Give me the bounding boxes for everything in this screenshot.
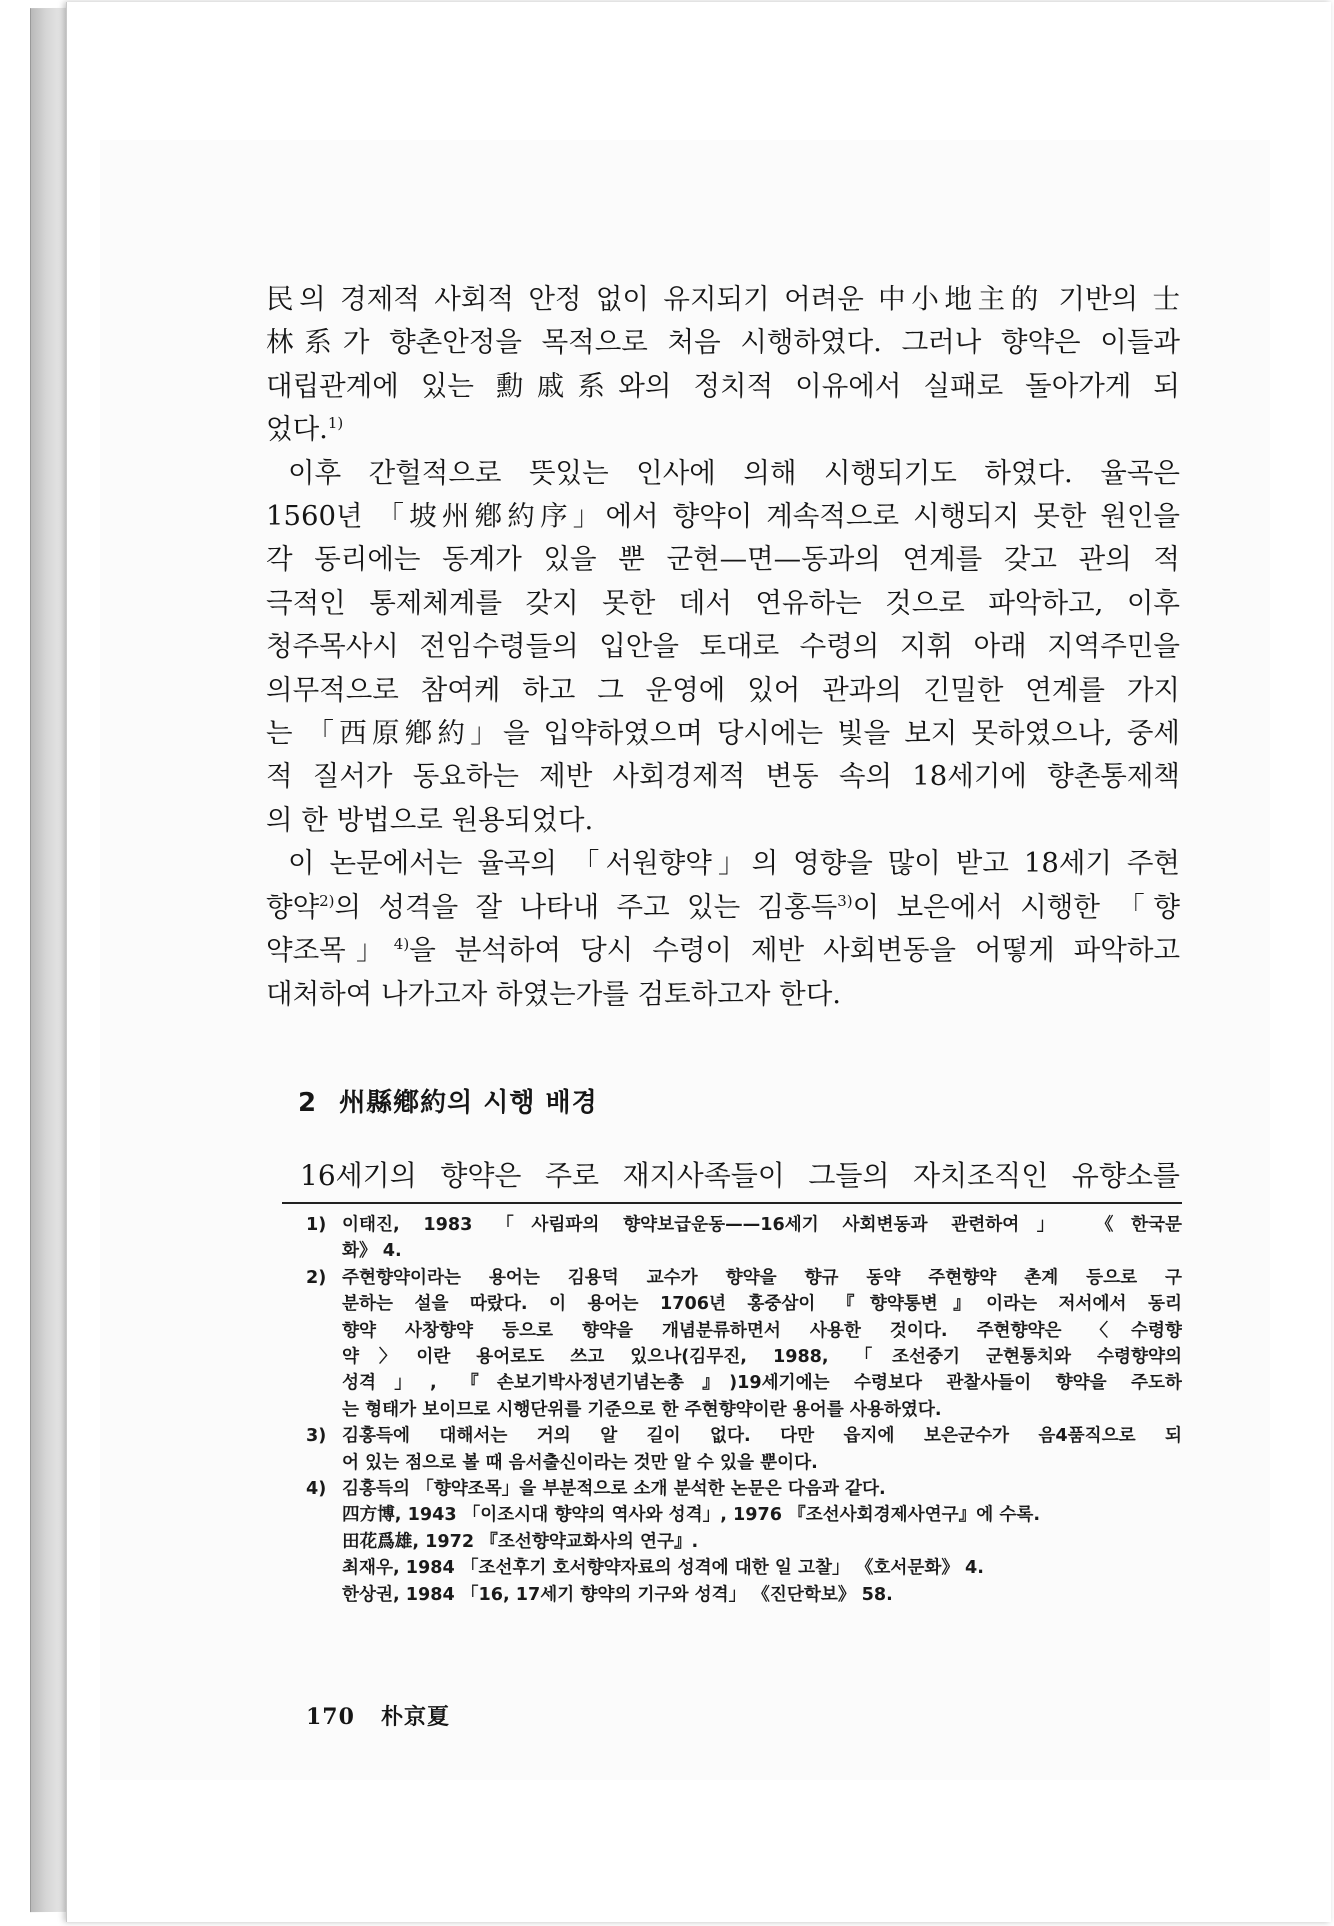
footnote-line: 성격」, 『손보기박사정년기념논총』)19세기에는 수령보다 관찰사들이 향약을 주도하 — [342, 1373, 1182, 1394]
footnotes — [306, 1212, 1182, 1608]
footnote-ref: 1) — [327, 414, 344, 433]
body-line: 의 한 방법으로 원용되었다. — [266, 803, 594, 836]
section-number: 2 — [298, 1088, 318, 1118]
footnote-number: 2) — [306, 1267, 327, 1288]
footnote — [306, 1423, 1182, 1476]
footnote-ref: 4) — [393, 934, 410, 953]
footnote-line: 四方博, 1943 「이조시대 향약의 역사와 성격」, 1976 『조선사회경제사연구』에 수록. — [342, 1505, 1041, 1526]
body-text — [266, 278, 1180, 1016]
running-author: 朴京夏 — [380, 1704, 450, 1730]
footnote-line: 주현향약이라는 용어는 김용덕 교수가 향약을 향규 동약 주현향약 촌계 등으로 구 — [342, 1267, 1182, 1288]
footnote-line: 약〉이란 용어로도 쓰고 있으나(김무진, 1988, 「조선중기 군현통치와 수령향약의 — [342, 1347, 1182, 1368]
body-line — [266, 408, 1180, 451]
footnote-line: 는 형태가 보이므로 시행단위를 기준으로 한 주현향약이란 용어를 사용하였다. — [342, 1399, 942, 1420]
footnote-line: 이태진, 1983 「사림파의 향약보급운동——16세기 사회변동과 관련하여」 《한국문 — [342, 1215, 1182, 1235]
footnote — [306, 1476, 1182, 1608]
body-line: 의무적으로 참여케 하고 그 운영에 있어 관과의 긴밀한 연계를 가지 — [266, 673, 1180, 706]
body-line: 적 질서가 동요하는 제반 사회경제적 변동 속의 18세기에 향촌통제책 — [266, 760, 1180, 793]
body-line: 이후 간헐적으로 뜻있는 인사에 의해 시행되기도 하였다. 율곡은 — [288, 456, 1180, 489]
page-footer — [306, 1700, 450, 1731]
body-line: 극적인 통제체계를 갖지 못한 데서 연유하는 것으로 파악하고, 이후 — [266, 586, 1180, 619]
body-line — [266, 929, 1180, 972]
body-line-text: 이 보은에서 시행한 「향 — [852, 890, 1180, 923]
footnote-number: 4) — [306, 1479, 327, 1500]
body-line: 民의 경제적 사회적 안정 없이 유지되기 어려운 中小地主的 기반의 士 — [266, 283, 1180, 315]
footnote-line: 김홍득의 「향약조목」을 부분적으로 소개 분석한 논문은 다음과 같다. — [342, 1479, 886, 1500]
body-line-text: 향약 — [266, 890, 320, 923]
section-title: 州縣鄕約의 시행 배경 — [339, 1088, 598, 1118]
book-spine — [30, 8, 69, 1912]
footnote-line: 田花爲雄, 1972 『조선향약교화사의 연구』. — [342, 1531, 699, 1552]
footnote-ref: 3) — [837, 891, 853, 910]
body-line-text: 었다. — [266, 413, 328, 446]
footnote-line: 분하는 설을 따랐다. 이 용어는 1706년 홍중삼이 『향약통변』이라는 저서에서 동리 — [342, 1294, 1182, 1315]
body-line: 대립관계에 있는 勳戚系와의 정치적 이유에서 실패로 돌아가게 되 — [266, 369, 1180, 402]
body-line-text: 을 분석하여 당시 수령이 제반 사회변동을 어떻게 파악하고 — [409, 934, 1180, 967]
body-line: 각 동리에는 동계가 있을 뿐 군현—면—동과의 연계를 갖고 관의 적 — [266, 543, 1180, 576]
body-line: 林系가 향촌안정을 목적으로 처음 시행하였다. 그러나 향약은 이들과 — [266, 326, 1180, 359]
body-line-text: 의 성격을 잘 나타내 주고 있는 김홍득 — [334, 890, 838, 923]
body-line: 이 논문에서는 율곡의 「서원향약」의 영향을 많이 받고 18세기 주현 — [288, 847, 1180, 880]
footnote — [306, 1265, 1182, 1423]
footnote-line: 향약 사창향약 등으로 향약을 개념분류하면서 사용한 것이다. 주현향약은 〈수령향 — [342, 1320, 1182, 1341]
body-line: 1560년 「坡州鄕約序」에서 향약이 계속적으로 시행되지 못한 원인을 — [266, 500, 1180, 533]
page-number: 170 — [306, 1704, 355, 1730]
body-line-text: 약조목」 — [266, 934, 394, 967]
section-heading — [298, 1082, 1178, 1119]
body-line: 는 「西原鄕約」을 입약하였으며 당시에는 빛을 보지 못하였으나, 중세 — [266, 717, 1180, 750]
footnote-line: 어 있는 점으로 볼 때 음서출신이라는 것만 알 수 있을 뿐이다. — [342, 1452, 818, 1473]
body-line — [266, 886, 1180, 929]
body-line: 청주목사시 전임수령들의 입안을 토대로 수령의 지휘 아래 지역주민을 — [266, 630, 1180, 663]
footnote-line: 김홍득에 대해서는 거의 알 길이 없다. 다만 읍지에 보은군수가 음4품직으로 되 — [342, 1426, 1182, 1447]
footnote-line: 화》 4. — [342, 1241, 402, 1262]
footnote-ref: 2) — [319, 891, 335, 910]
body-line: 대처하여 나가고자 하였는가를 검토하고자 한다. — [266, 977, 842, 1010]
footnote-line: 최재우, 1984 「조선후기 호서향약자료의 성격에 대한 일 고찰」 《호서문화》 4. — [342, 1558, 984, 1579]
footnote-number: 3) — [306, 1426, 327, 1447]
footnote-line: 한상권, 1984 「16, 17세기 향약의 기구와 성격」 《진단학보》 58. — [342, 1584, 893, 1605]
footnote-separator — [282, 1202, 1182, 1204]
footnote — [306, 1212, 1182, 1265]
footnote-number: 1) — [306, 1215, 327, 1235]
section-first-line: 16세기의 향약은 주로 재지사족들이 그들의 자치조직인 유향소를 — [300, 1159, 1180, 1192]
